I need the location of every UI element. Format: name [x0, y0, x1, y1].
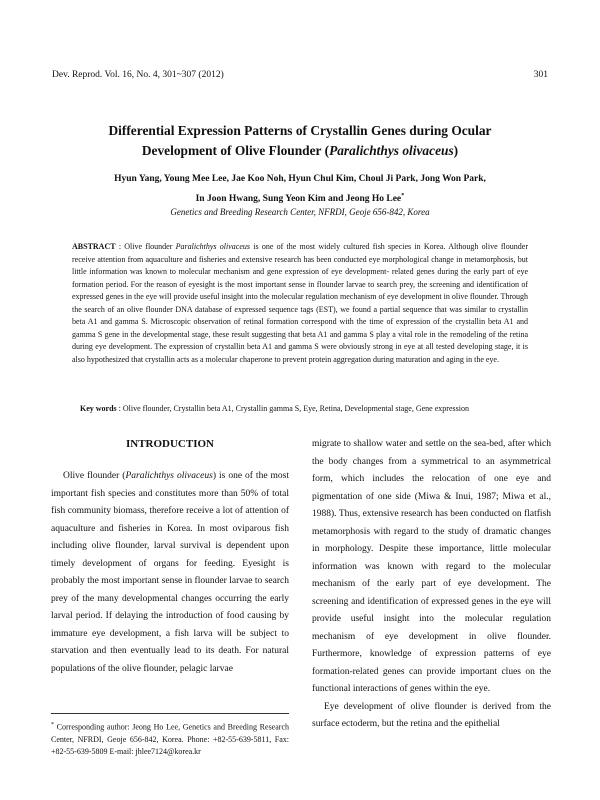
introduction-heading: INTRODUCTION — [125, 438, 214, 450]
keywords-label: Key words — [80, 404, 117, 413]
intro-p1-species: Paralichthys olivaceus — [125, 471, 213, 481]
affiliation: Genetics and Breeding Research Center, NFRDI, Geoje 656-842, Korea — [170, 207, 430, 217]
author-list — [60, 172, 540, 207]
title-line-2 — [40, 141, 560, 161]
introduction-paragraph-1-continued: migrate to shallow water and settle on the sea-bed, after which the body changes from a symmetrical to an asymmetrical form, which includes the relocation of one eye and pigmentation of one side (Miwa & Inui, 1987; Miwa et al., 1988). Thus, extensive research has been conducted on flatfish metamorphosis with regard to the study of dramatic changes in morphology. Despite these importance, little molecular information was known with regard to the molecular mechanism of the early part of eye development. The screening and identification of expressed genes in the eye will provide useful insight into the molecular regulation mechanism of eye development in olive flounder. Furthermore, knowledge of expression patterns of eye formation-related genes can provide important clues on the functional interactions of genes within the eye. — [312, 439, 551, 694]
abstract-species: Paralichthys olivaceus — [175, 242, 250, 251]
corresponding-author-mark: * — [401, 191, 405, 199]
introduction-paragraph-1 — [51, 468, 289, 678]
introduction-paragraph-2: Eye development of olive flounder is derived from the surface ectoderm, but the retina and the epithelial — [312, 701, 551, 729]
authors-line-1: Hyun Yang, Young Mee Lee, Jae Koo Noh, Hyun Chul Kim, Choul Ji Park, Jong Won Park, — [114, 174, 486, 184]
authors-line-2 — [60, 188, 540, 208]
abstract-label: ABSTRACT — [72, 242, 116, 251]
paper-title — [40, 121, 560, 161]
authors-line-2-text: In Joon Hwang, Sung Yeon Kim and Jeong Ho Lee — [195, 193, 402, 204]
intro-p1-rest: ) is one of the most important fish species and constitutes more than 50% of total fish community biomass, therefore receive a lot of attention of aquaculture and fisheries in Korea. In most oviparous fish including olive flounder, larval survival is dependent upon timely development of organs for feeding. Eyesight is probably the most important sense in flounder larvae to search prey of the many developmental changes occurring the early larval period. If delaying the introduction of food causing by immature eye development, a fish larva will be subject to starvation and then eventually lead to its death. For natural populations of the olive flounder, pelagic larvae — [51, 471, 290, 674]
footnote-mark: * — [51, 722, 54, 728]
running-head — [52, 70, 548, 80]
keywords — [80, 403, 528, 415]
title-species-name: Paralichthys olivaceus — [329, 143, 454, 158]
intro-p1-start: Olive flounder ( — [63, 471, 126, 481]
keywords-text: : Olive flounder, Crystallin beta A1, Crystallin gamma S, Eye, Retina, Developmental stage, Gene expression — [116, 404, 469, 413]
abstract-sep: : Olive flounder — [115, 242, 176, 251]
footnote-text: Corresponding author: Jeong Ho Lee, Genetics and Breeding Research Center, NFRDI, Geoje 656-842, Korea. Phone: +82-55-639-5811, Fax: +82-55-639-5809 E-mail: jhlee7124@korea.kr — [51, 722, 289, 756]
abstract-text: is one of the most widely cultured fish species in Korea. Although olive flounder receive attention from aquaculture and fisheries and extensive research has been conducted eye morphological change in metamorphosis, but little information was known to molecular mechanism and gene expression of eye development- related genes during the early part of eye formation period. For the reason of eyesight is the most important sense in flounder larvae to search prey, the screening and identification of expressed genes in the eye will provide useful insight into the molecular regulation mechanism of eye development in olive flounder. Through the search of an olive flounder DNA database of expressed sequence tags (EST), we found a partial sequence that was similar to crystallin beta A1 and gamma S. Microscopic observation of retinal formation correspond with the time of expression of the crystallin beta A1 and gamma S gene in the developmental stage, these result suggesting that beta A1 and gamma S play a vital role in the remodeling of the retina during eye development. The expression of crystallin beta A1 and gamma S were obviously strong in eye at all tested developing stage, it is also hypothesized that crystallin acts as a molecular chaperone to prevent protein aggregation during maturation and aging in the eye. — [72, 242, 528, 364]
abstract — [72, 241, 528, 366]
page-number: 301 — [533, 70, 548, 80]
right-column — [312, 436, 551, 734]
title-line-2-prefix: Development of Olive Flounder ( — [141, 143, 330, 158]
journal-citation: Dev. Reprod. Vol. 16, No. 4, 301~307 (2012) — [52, 70, 224, 80]
footnote — [51, 719, 289, 758]
title-line-2-suffix: ) — [453, 143, 459, 158]
title-line-1: Differential Expression Patterns of Crystallin Genes during Ocular — [108, 123, 492, 138]
footnote-divider — [51, 713, 289, 714]
left-column — [51, 436, 289, 678]
